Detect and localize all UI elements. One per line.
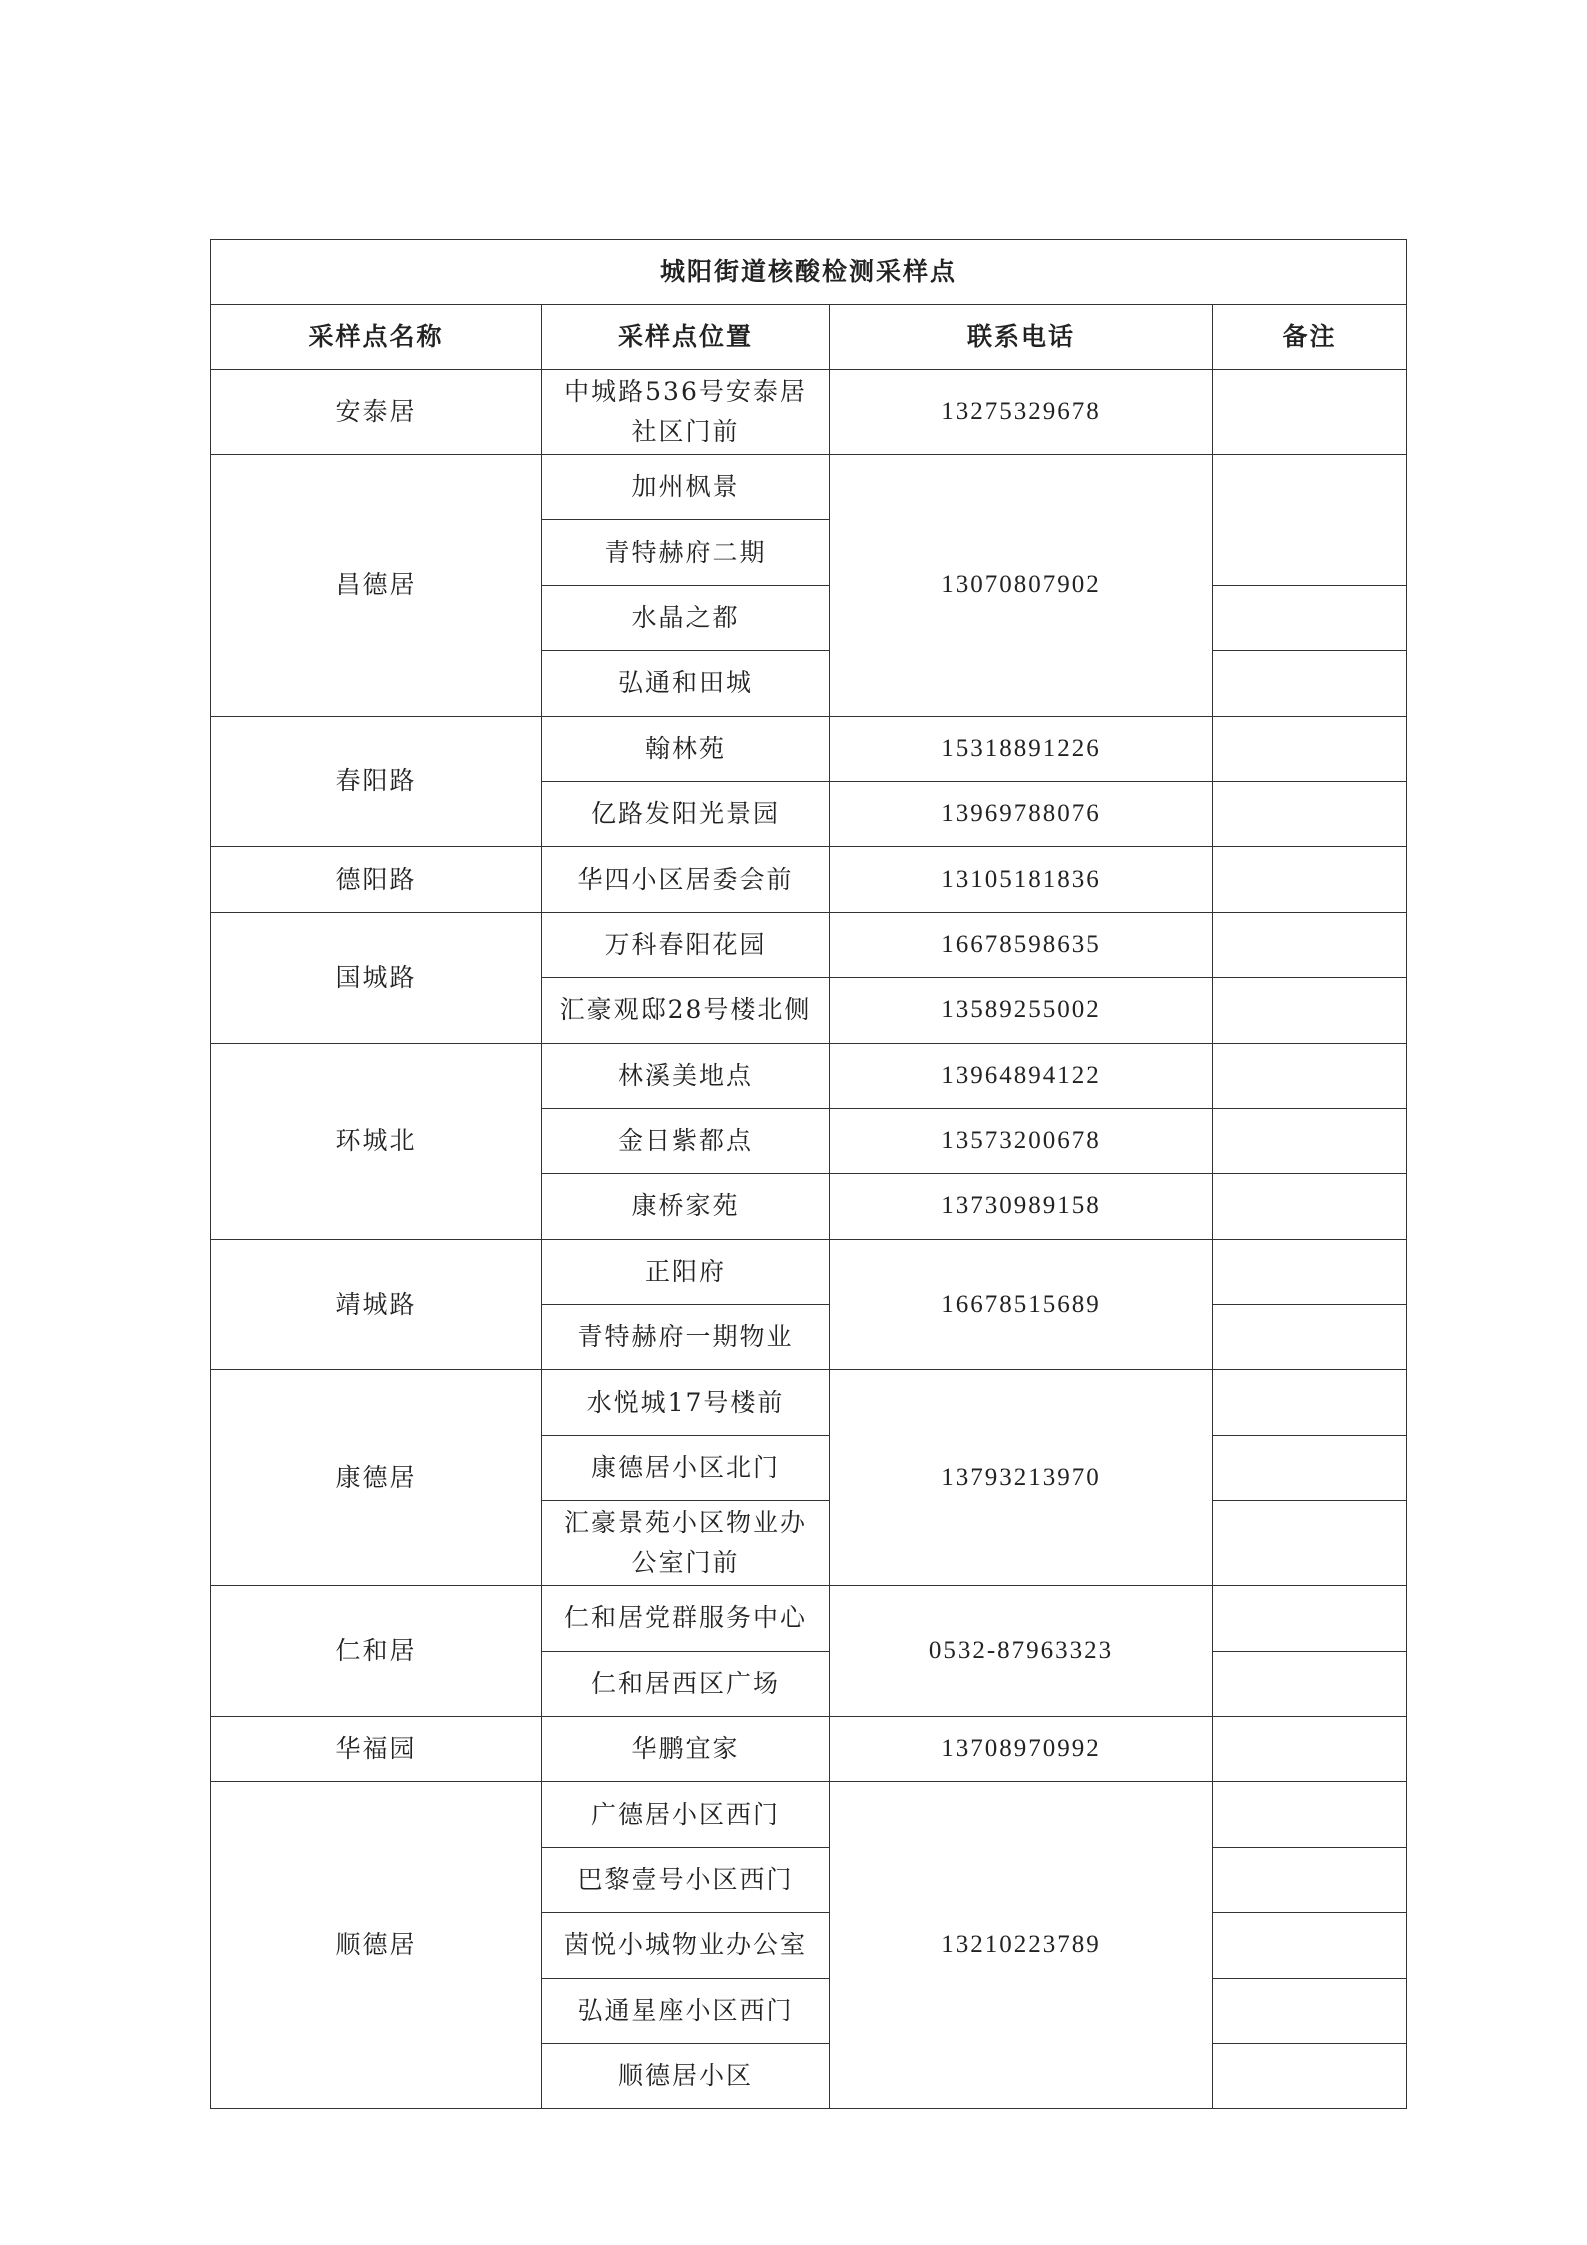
remark-cell [1213, 651, 1407, 716]
site-location-cell: 万科春阳花园 [542, 912, 830, 977]
site-location-cell: 仁和居党群服务中心 [542, 1586, 830, 1651]
site-location-cell: 青特赫府二期 [542, 520, 830, 585]
site-name-cell: 德阳路 [211, 847, 542, 912]
contact-phone-cell: 13589255002 [830, 978, 1213, 1043]
header-location: 采样点位置 [542, 305, 830, 370]
contact-phone-cell: 16678515689 [830, 1239, 1213, 1370]
table-row [211, 1586, 1407, 1651]
site-location-cell: 康德居小区北门 [542, 1435, 830, 1500]
remark-cell [1213, 1239, 1407, 1304]
contact-phone-cell: 13793213970 [830, 1370, 1213, 1586]
contact-phone-cell: 13070807902 [830, 455, 1213, 717]
site-location-cell: 金日紫都点 [542, 1108, 830, 1173]
table-row [211, 716, 1407, 781]
site-name-cell: 春阳路 [211, 716, 542, 847]
table-title: 城阳街道核酸检测采样点 [211, 240, 1407, 305]
contact-phone-cell: 13708970992 [830, 1717, 1213, 1782]
site-name-cell: 康德居 [211, 1370, 542, 1586]
site-name-cell: 靖城路 [211, 1239, 542, 1370]
site-location-cell: 中城路536号安泰居 社区门前 [542, 370, 830, 455]
site-name-cell: 环城北 [211, 1043, 542, 1239]
contact-phone-cell: 13573200678 [830, 1108, 1213, 1173]
remark-cell [1213, 1174, 1407, 1239]
remark-cell [1213, 716, 1407, 781]
contact-phone-cell: 13964894122 [830, 1043, 1213, 1108]
site-location-cell: 汇豪景苑小区物业办 公室门前 [542, 1501, 830, 1586]
site-location-cell: 正阳府 [542, 1239, 830, 1304]
table-row [211, 847, 1407, 912]
site-location-cell: 茵悦小城物业办公室 [542, 1913, 830, 1978]
site-location-cell: 加州枫景 [542, 455, 830, 520]
contact-phone-cell: 0532-87963323 [830, 1586, 1213, 1717]
remark-cell [1213, 1043, 1407, 1108]
sampling-points-table [210, 239, 1407, 2109]
remark-cell [1213, 1847, 1407, 1912]
table-body [211, 240, 1407, 2109]
remark-cell [1213, 1782, 1407, 1847]
header-row [211, 305, 1407, 370]
header-phone: 联系电话 [830, 305, 1213, 370]
site-name-cell: 安泰居 [211, 370, 542, 455]
remark-cell [1213, 1108, 1407, 1173]
title-row [211, 240, 1407, 305]
remark-cell [1213, 1370, 1407, 1435]
remark-cell [1213, 847, 1407, 912]
site-location-cell: 康桥家苑 [542, 1174, 830, 1239]
contact-phone-cell: 16678598635 [830, 912, 1213, 977]
site-location-cell: 顺德居小区 [542, 2043, 830, 2108]
site-location-cell: 水悦城17号楼前 [542, 1370, 830, 1435]
remark-cell [1213, 978, 1407, 1043]
site-location-cell: 华鹏宜家 [542, 1717, 830, 1782]
remark-cell [1213, 1305, 1407, 1370]
table-row [211, 370, 1407, 455]
contact-phone-cell: 13969788076 [830, 781, 1213, 846]
remark-cell [1213, 2043, 1407, 2108]
remark-cell [1213, 1978, 1407, 2043]
site-name-cell: 仁和居 [211, 1586, 542, 1717]
table-row [211, 912, 1407, 977]
site-location-cell: 林溪美地点 [542, 1043, 830, 1108]
contact-phone-cell: 13105181836 [830, 847, 1213, 912]
table-row [211, 1043, 1407, 1108]
site-name-cell: 顺德居 [211, 1782, 542, 2109]
contact-phone-cell: 15318891226 [830, 716, 1213, 781]
remark-cell [1213, 370, 1407, 455]
site-location-cell: 汇豪观邸28号楼北侧 [542, 978, 830, 1043]
table-row [211, 1782, 1407, 1847]
contact-phone-cell: 13275329678 [830, 370, 1213, 455]
remark-cell [1213, 912, 1407, 977]
header-remark: 备注 [1213, 305, 1407, 370]
table-row [211, 1370, 1407, 1435]
contact-phone-cell: 13210223789 [830, 1782, 1213, 2109]
remark-cell [1213, 1586, 1407, 1651]
remark-cell [1213, 781, 1407, 846]
site-location-cell: 仁和居西区广场 [542, 1651, 830, 1716]
site-location-cell: 弘通和田城 [542, 651, 830, 716]
table-row [211, 1239, 1407, 1304]
remark-cell [1213, 1501, 1407, 1586]
site-name-cell: 昌德居 [211, 455, 542, 717]
site-location-cell: 巴黎壹号小区西门 [542, 1847, 830, 1912]
remark-cell [1213, 1717, 1407, 1782]
site-location-cell: 青特赫府一期物业 [542, 1305, 830, 1370]
site-name-cell: 国城路 [211, 912, 542, 1043]
remark-cell [1213, 455, 1407, 586]
site-location-cell: 翰林苑 [542, 716, 830, 781]
site-location-cell: 华四小区居委会前 [542, 847, 830, 912]
remark-cell [1213, 1913, 1407, 1978]
contact-phone-cell: 13730989158 [830, 1174, 1213, 1239]
table-row [211, 1717, 1407, 1782]
table-row [211, 455, 1407, 520]
site-location-cell: 广德居小区西门 [542, 1782, 830, 1847]
site-location-cell: 水晶之都 [542, 585, 830, 650]
site-name-cell: 华福园 [211, 1717, 542, 1782]
site-location-cell: 弘通星座小区西门 [542, 1978, 830, 2043]
remark-cell [1213, 1435, 1407, 1500]
remark-cell [1213, 585, 1407, 650]
site-location-cell: 亿路发阳光景园 [542, 781, 830, 846]
remark-cell [1213, 1651, 1407, 1716]
header-name: 采样点名称 [211, 305, 542, 370]
